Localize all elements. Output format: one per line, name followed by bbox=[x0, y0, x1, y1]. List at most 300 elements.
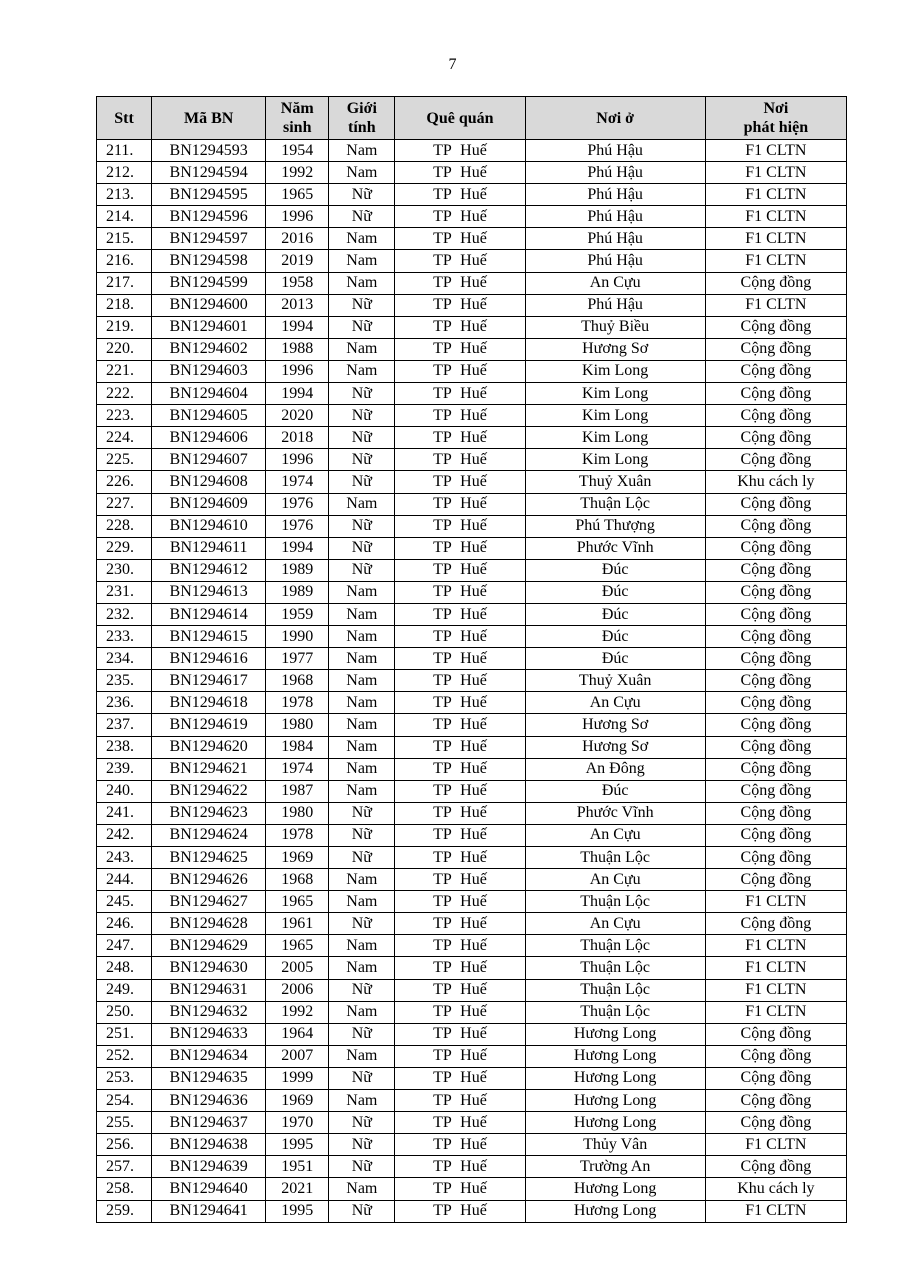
noi-o-cell: Phước Vĩnh bbox=[525, 802, 705, 824]
que-quan-text: TP Huế bbox=[433, 1091, 487, 1109]
noi-o-cell: Hương Long bbox=[525, 1023, 705, 1045]
gioi-tinh-cell: Nữ bbox=[329, 184, 395, 206]
noi-phat-hien-cell: Cộng đồng bbox=[705, 1067, 846, 1089]
noi-phat-hien-cell: Cộng đồng bbox=[705, 515, 846, 537]
que-quan-cell bbox=[395, 935, 525, 957]
ma-bn-cell: BN1294604 bbox=[152, 383, 266, 405]
stt-cell: 221. bbox=[97, 360, 152, 382]
stt-cell: 231. bbox=[97, 581, 152, 603]
noi-o-cell: Đúc bbox=[525, 603, 705, 625]
noi-o-cell: An Cựu bbox=[525, 272, 705, 294]
que-quan-text: TP Huế bbox=[433, 981, 487, 999]
header-que-quan: Quê quán bbox=[395, 97, 525, 140]
que-quan-cell bbox=[395, 1045, 525, 1067]
stt-cell: 250. bbox=[97, 1001, 152, 1023]
nam-sinh-cell: 1965 bbox=[266, 891, 329, 913]
que-quan-cell bbox=[395, 780, 525, 802]
page-number: 7 bbox=[448, 56, 457, 73]
noi-o-cell: Hương Long bbox=[525, 1090, 705, 1112]
que-quan-text: TP Huế bbox=[433, 185, 487, 203]
que-quan-text: TP Huế bbox=[433, 472, 487, 490]
table-row bbox=[97, 692, 847, 714]
ma-bn-cell: BN1294638 bbox=[152, 1134, 266, 1156]
table-row bbox=[97, 626, 847, 648]
header-gioi-tinh bbox=[329, 97, 395, 140]
ma-bn-cell: BN1294613 bbox=[152, 581, 266, 603]
ma-bn-cell: BN1294594 bbox=[152, 162, 266, 184]
noi-o-cell: Phú Thượng bbox=[525, 515, 705, 537]
que-quan-text: TP Huế bbox=[433, 252, 487, 270]
noi-o-cell: Đúc bbox=[525, 559, 705, 581]
header-noi-phat-hien-line1: Nơi bbox=[763, 100, 789, 117]
stt-cell: 259. bbox=[97, 1200, 152, 1222]
table-row bbox=[97, 913, 847, 935]
noi-phat-hien-cell: F1 CLTN bbox=[705, 1200, 846, 1222]
nam-sinh-cell: 1959 bbox=[266, 603, 329, 625]
noi-o-cell: Thuận Lộc bbox=[525, 1001, 705, 1023]
gioi-tinh-cell: Nữ bbox=[329, 559, 395, 581]
que-quan-text: TP Huế bbox=[433, 715, 487, 733]
stt-cell: 248. bbox=[97, 957, 152, 979]
noi-o-cell: Thuận Lộc bbox=[525, 891, 705, 913]
noi-o-cell: Kim Long bbox=[525, 449, 705, 471]
noi-o-cell: Đúc bbox=[525, 626, 705, 648]
ma-bn-cell: BN1294624 bbox=[152, 824, 266, 846]
que-quan-cell bbox=[395, 449, 525, 471]
ma-bn-cell: BN1294615 bbox=[152, 626, 266, 648]
stt-cell: 222. bbox=[97, 383, 152, 405]
que-quan-text: TP Huế bbox=[433, 914, 487, 932]
ma-bn-cell: BN1294599 bbox=[152, 272, 266, 294]
ma-bn-cell: BN1294636 bbox=[152, 1090, 266, 1112]
ma-bn-cell: BN1294640 bbox=[152, 1178, 266, 1200]
gioi-tinh-cell: Nữ bbox=[329, 979, 395, 1001]
que-quan-text: TP Huế bbox=[433, 141, 487, 159]
ma-bn-cell: BN1294625 bbox=[152, 847, 266, 869]
noi-phat-hien-cell: Cộng đồng bbox=[705, 692, 846, 714]
stt-cell: 233. bbox=[97, 626, 152, 648]
table-row bbox=[97, 979, 847, 1001]
gioi-tinh-cell: Nam bbox=[329, 338, 395, 360]
que-quan-cell bbox=[395, 1090, 525, 1112]
gioi-tinh-cell: Nữ bbox=[329, 449, 395, 471]
table-row bbox=[97, 140, 847, 162]
noi-phat-hien-cell: F1 CLTN bbox=[705, 294, 846, 316]
header-noi-phat-hien-line2: phát hiện bbox=[743, 119, 809, 136]
nam-sinh-cell: 1994 bbox=[266, 537, 329, 559]
table-row bbox=[97, 1156, 847, 1178]
noi-o-cell: Hương Long bbox=[525, 1045, 705, 1067]
table-row bbox=[97, 1178, 847, 1200]
noi-phat-hien-cell: Cộng đồng bbox=[705, 1023, 846, 1045]
que-quan-cell bbox=[395, 360, 525, 382]
noi-phat-hien-cell: Cộng đồng bbox=[705, 1112, 846, 1134]
que-quan-cell bbox=[395, 537, 525, 559]
que-quan-text: TP Huế bbox=[433, 229, 487, 247]
noi-o-cell: Thuận Lộc bbox=[525, 935, 705, 957]
noi-phat-hien-cell: Cộng đồng bbox=[705, 626, 846, 648]
nam-sinh-cell: 1976 bbox=[266, 493, 329, 515]
stt-cell: 252. bbox=[97, 1045, 152, 1067]
header-gioi-tinh-line2: tính bbox=[348, 119, 376, 136]
table-row bbox=[97, 581, 847, 603]
noi-phat-hien-cell: Cộng đồng bbox=[705, 869, 846, 891]
stt-cell: 240. bbox=[97, 780, 152, 802]
noi-phat-hien-cell: F1 CLTN bbox=[705, 1001, 846, 1023]
que-quan-cell bbox=[395, 272, 525, 294]
que-quan-text: TP Huế bbox=[433, 583, 487, 601]
que-quan-cell bbox=[395, 338, 525, 360]
gioi-tinh-cell: Nam bbox=[329, 780, 395, 802]
table-row bbox=[97, 449, 847, 471]
nam-sinh-cell: 1980 bbox=[266, 802, 329, 824]
table-row bbox=[97, 162, 847, 184]
que-quan-text: TP Huế bbox=[433, 406, 487, 424]
noi-o-cell: Đúc bbox=[525, 648, 705, 670]
noi-o-cell: Thuỷ Xuân bbox=[525, 670, 705, 692]
que-quan-cell bbox=[395, 847, 525, 869]
table-row bbox=[97, 184, 847, 206]
noi-phat-hien-cell: F1 CLTN bbox=[705, 140, 846, 162]
stt-cell: 236. bbox=[97, 692, 152, 714]
table-row bbox=[97, 1045, 847, 1067]
noi-phat-hien-cell: Cộng đồng bbox=[705, 427, 846, 449]
noi-phat-hien-cell: Cộng đồng bbox=[705, 581, 846, 603]
noi-o-cell: Phú Hậu bbox=[525, 184, 705, 206]
ma-bn-cell: BN1294621 bbox=[152, 758, 266, 780]
ma-bn-cell: BN1294600 bbox=[152, 294, 266, 316]
que-quan-cell bbox=[395, 206, 525, 228]
noi-phat-hien-cell: F1 CLTN bbox=[705, 250, 846, 272]
noi-phat-hien-cell: Cộng đồng bbox=[705, 1090, 846, 1112]
noi-o-cell: Thuận Lộc bbox=[525, 847, 705, 869]
table-row bbox=[97, 294, 847, 316]
nam-sinh-cell: 2019 bbox=[266, 250, 329, 272]
stt-cell: 246. bbox=[97, 913, 152, 935]
gioi-tinh-cell: Nam bbox=[329, 493, 395, 515]
que-quan-text: TP Huế bbox=[433, 738, 487, 756]
stt-cell: 232. bbox=[97, 603, 152, 625]
stt-cell: 212. bbox=[97, 162, 152, 184]
stt-cell: 254. bbox=[97, 1090, 152, 1112]
que-quan-cell bbox=[395, 1001, 525, 1023]
nam-sinh-cell: 1964 bbox=[266, 1023, 329, 1045]
ma-bn-cell: BN1294603 bbox=[152, 360, 266, 382]
stt-cell: 229. bbox=[97, 537, 152, 559]
ma-bn-cell: BN1294637 bbox=[152, 1112, 266, 1134]
noi-phat-hien-cell: Cộng đồng bbox=[705, 537, 846, 559]
noi-o-cell: Hương Sơ bbox=[525, 736, 705, 758]
nam-sinh-cell: 1965 bbox=[266, 935, 329, 957]
noi-phat-hien-cell: Cộng đồng bbox=[705, 802, 846, 824]
table-row bbox=[97, 338, 847, 360]
noi-o-cell: An Cựu bbox=[525, 869, 705, 891]
nam-sinh-cell: 1974 bbox=[266, 758, 329, 780]
nam-sinh-cell: 2006 bbox=[266, 979, 329, 1001]
noi-o-cell: Kim Long bbox=[525, 427, 705, 449]
noi-o-cell: Phú Hậu bbox=[525, 250, 705, 272]
nam-sinh-cell: 1968 bbox=[266, 869, 329, 891]
table-row bbox=[97, 824, 847, 846]
noi-o-cell: Thuận Lộc bbox=[525, 979, 705, 1001]
noi-phat-hien-cell: Cộng đồng bbox=[705, 758, 846, 780]
header-nam-sinh-line1: Năm bbox=[280, 100, 314, 117]
nam-sinh-cell: 1992 bbox=[266, 162, 329, 184]
stt-cell: 215. bbox=[97, 228, 152, 250]
stt-cell: 244. bbox=[97, 869, 152, 891]
stt-cell: 227. bbox=[97, 493, 152, 515]
stt-cell: 237. bbox=[97, 714, 152, 736]
stt-cell: 241. bbox=[97, 802, 152, 824]
table-row bbox=[97, 891, 847, 913]
que-quan-text: TP Huế bbox=[433, 318, 487, 336]
ma-bn-cell: BN1294631 bbox=[152, 979, 266, 1001]
que-quan-cell bbox=[395, 316, 525, 338]
nam-sinh-cell: 2020 bbox=[266, 405, 329, 427]
que-quan-cell bbox=[395, 140, 525, 162]
noi-o-cell: Đúc bbox=[525, 780, 705, 802]
table-row bbox=[97, 316, 847, 338]
table-row bbox=[97, 471, 847, 493]
nam-sinh-cell: 1990 bbox=[266, 626, 329, 648]
noi-o-cell: Phú Hậu bbox=[525, 294, 705, 316]
que-quan-cell bbox=[395, 824, 525, 846]
que-quan-text: TP Huế bbox=[433, 1047, 487, 1065]
que-quan-text: TP Huế bbox=[433, 782, 487, 800]
table-body bbox=[97, 140, 847, 1223]
noi-phat-hien-cell: Cộng đồng bbox=[705, 360, 846, 382]
gioi-tinh-cell: Nam bbox=[329, 758, 395, 780]
ma-bn-cell: BN1294609 bbox=[152, 493, 266, 515]
noi-phat-hien-cell: Cộng đồng bbox=[705, 603, 846, 625]
noi-o-cell: Thuận Lộc bbox=[525, 957, 705, 979]
que-quan-text: TP Huế bbox=[433, 539, 487, 557]
gioi-tinh-cell: Nam bbox=[329, 162, 395, 184]
ma-bn-cell: BN1294626 bbox=[152, 869, 266, 891]
nam-sinh-cell: 2005 bbox=[266, 957, 329, 979]
noi-phat-hien-cell: Cộng đồng bbox=[705, 338, 846, 360]
que-quan-cell bbox=[395, 427, 525, 449]
que-quan-cell bbox=[395, 692, 525, 714]
noi-phat-hien-cell: F1 CLTN bbox=[705, 979, 846, 1001]
noi-phat-hien-cell: F1 CLTN bbox=[705, 935, 846, 957]
stt-cell: 230. bbox=[97, 559, 152, 581]
que-quan-cell bbox=[395, 493, 525, 515]
table-row bbox=[97, 603, 847, 625]
gioi-tinh-cell: Nam bbox=[329, 1090, 395, 1112]
ma-bn-cell: BN1294619 bbox=[152, 714, 266, 736]
que-quan-cell bbox=[395, 471, 525, 493]
noi-phat-hien-cell: Cộng đồng bbox=[705, 559, 846, 581]
stt-cell: 214. bbox=[97, 206, 152, 228]
ma-bn-cell: BN1294612 bbox=[152, 559, 266, 581]
que-quan-cell bbox=[395, 250, 525, 272]
gioi-tinh-cell: Nam bbox=[329, 140, 395, 162]
table-row bbox=[97, 714, 847, 736]
nam-sinh-cell: 1994 bbox=[266, 316, 329, 338]
table-row bbox=[97, 272, 847, 294]
que-quan-text: TP Huế bbox=[433, 605, 487, 623]
que-quan-cell bbox=[395, 1178, 525, 1200]
noi-phat-hien-cell: F1 CLTN bbox=[705, 206, 846, 228]
table-row bbox=[97, 515, 847, 537]
gioi-tinh-cell: Nam bbox=[329, 714, 395, 736]
table-header-row bbox=[97, 97, 847, 140]
stt-cell: 238. bbox=[97, 736, 152, 758]
ma-bn-cell: BN1294633 bbox=[152, 1023, 266, 1045]
gioi-tinh-cell: Nam bbox=[329, 250, 395, 272]
ma-bn-cell: BN1294607 bbox=[152, 449, 266, 471]
nam-sinh-cell: 1970 bbox=[266, 1112, 329, 1134]
nam-sinh-cell: 1992 bbox=[266, 1001, 329, 1023]
noi-o-cell: Hương Long bbox=[525, 1067, 705, 1089]
gioi-tinh-cell: Nam bbox=[329, 228, 395, 250]
que-quan-text: TP Huế bbox=[433, 163, 487, 181]
table-row bbox=[97, 250, 847, 272]
table-row bbox=[97, 670, 847, 692]
noi-o-cell: Phú Hậu bbox=[525, 228, 705, 250]
que-quan-cell bbox=[395, 1200, 525, 1222]
nam-sinh-cell: 1965 bbox=[266, 184, 329, 206]
que-quan-text: TP Huế bbox=[433, 1157, 487, 1175]
que-quan-text: TP Huế bbox=[433, 936, 487, 954]
que-quan-text: TP Huế bbox=[433, 671, 487, 689]
gioi-tinh-cell: Nam bbox=[329, 670, 395, 692]
que-quan-cell bbox=[395, 1067, 525, 1089]
noi-phat-hien-cell: Cộng đồng bbox=[705, 449, 846, 471]
stt-cell: 245. bbox=[97, 891, 152, 913]
gioi-tinh-cell: Nữ bbox=[329, 802, 395, 824]
que-quan-text: TP Huế bbox=[433, 362, 487, 380]
ma-bn-cell: BN1294622 bbox=[152, 780, 266, 802]
ma-bn-cell: BN1294617 bbox=[152, 670, 266, 692]
gioi-tinh-cell: Nam bbox=[329, 581, 395, 603]
noi-o-cell: Thuỷ Biều bbox=[525, 316, 705, 338]
header-stt: Stt bbox=[97, 97, 152, 140]
que-quan-text: TP Huế bbox=[433, 959, 487, 977]
table-row bbox=[97, 780, 847, 802]
nam-sinh-cell: 1989 bbox=[266, 559, 329, 581]
ma-bn-cell: BN1294593 bbox=[152, 140, 266, 162]
que-quan-cell bbox=[395, 294, 525, 316]
que-quan-cell bbox=[395, 383, 525, 405]
que-quan-text: TP Huế bbox=[433, 428, 487, 446]
que-quan-text: TP Huế bbox=[433, 826, 487, 844]
que-quan-cell bbox=[395, 670, 525, 692]
stt-cell: 234. bbox=[97, 648, 152, 670]
table-row bbox=[97, 559, 847, 581]
noi-phat-hien-cell: F1 CLTN bbox=[705, 162, 846, 184]
noi-phat-hien-cell: Cộng đồng bbox=[705, 824, 846, 846]
nam-sinh-cell: 2013 bbox=[266, 294, 329, 316]
nam-sinh-cell: 1978 bbox=[266, 692, 329, 714]
que-quan-text: TP Huế bbox=[433, 340, 487, 358]
table-row bbox=[97, 1134, 847, 1156]
ma-bn-cell: BN1294597 bbox=[152, 228, 266, 250]
que-quan-cell bbox=[395, 648, 525, 670]
noi-o-cell: Trường An bbox=[525, 1156, 705, 1178]
header-noi-phat-hien bbox=[705, 97, 846, 140]
que-quan-cell bbox=[395, 758, 525, 780]
que-quan-cell bbox=[395, 228, 525, 250]
nam-sinh-cell: 2021 bbox=[266, 1178, 329, 1200]
noi-phat-hien-cell: F1 CLTN bbox=[705, 891, 846, 913]
gioi-tinh-cell: Nữ bbox=[329, 405, 395, 427]
que-quan-cell bbox=[395, 1112, 525, 1134]
ma-bn-cell: BN1294629 bbox=[152, 935, 266, 957]
table-row bbox=[97, 935, 847, 957]
ma-bn-cell: BN1294611 bbox=[152, 537, 266, 559]
que-quan-cell bbox=[395, 913, 525, 935]
nam-sinh-cell: 1958 bbox=[266, 272, 329, 294]
que-quan-cell bbox=[395, 1156, 525, 1178]
gioi-tinh-cell: Nam bbox=[329, 1045, 395, 1067]
que-quan-cell bbox=[395, 891, 525, 913]
gioi-tinh-cell: Nam bbox=[329, 891, 395, 913]
que-quan-text: TP Huế bbox=[433, 760, 487, 778]
table-row bbox=[97, 869, 847, 891]
table-row bbox=[97, 648, 847, 670]
table-row bbox=[97, 957, 847, 979]
stt-cell: 223. bbox=[97, 405, 152, 427]
ma-bn-cell: BN1294641 bbox=[152, 1200, 266, 1222]
table-row bbox=[97, 383, 847, 405]
que-quan-text: TP Huế bbox=[433, 561, 487, 579]
ma-bn-cell: BN1294601 bbox=[152, 316, 266, 338]
gioi-tinh-cell: Nữ bbox=[329, 1067, 395, 1089]
ma-bn-cell: BN1294635 bbox=[152, 1067, 266, 1089]
que-quan-text: TP Huế bbox=[433, 1069, 487, 1087]
que-quan-cell bbox=[395, 979, 525, 1001]
stt-cell: 219. bbox=[97, 316, 152, 338]
que-quan-text: TP Huế bbox=[433, 1202, 487, 1220]
noi-phat-hien-cell: Cộng đồng bbox=[705, 405, 846, 427]
noi-o-cell: Phú Hậu bbox=[525, 206, 705, 228]
stt-cell: 243. bbox=[97, 847, 152, 869]
table-row bbox=[97, 206, 847, 228]
que-quan-text: TP Huế bbox=[433, 627, 487, 645]
nam-sinh-cell: 1954 bbox=[266, 140, 329, 162]
nam-sinh-cell: 1995 bbox=[266, 1134, 329, 1156]
ma-bn-cell: BN1294627 bbox=[152, 891, 266, 913]
gioi-tinh-cell: Nữ bbox=[329, 824, 395, 846]
noi-phat-hien-cell: Cộng đồng bbox=[705, 780, 846, 802]
table-row bbox=[97, 1112, 847, 1134]
stt-cell: 224. bbox=[97, 427, 152, 449]
noi-phat-hien-cell: F1 CLTN bbox=[705, 184, 846, 206]
que-quan-text: TP Huế bbox=[433, 384, 487, 402]
nam-sinh-cell: 2018 bbox=[266, 427, 329, 449]
table-row bbox=[97, 360, 847, 382]
ma-bn-cell: BN1294634 bbox=[152, 1045, 266, 1067]
stt-cell: 256. bbox=[97, 1134, 152, 1156]
nam-sinh-cell: 1988 bbox=[266, 338, 329, 360]
noi-phat-hien-cell: F1 CLTN bbox=[705, 957, 846, 979]
ma-bn-cell: BN1294596 bbox=[152, 206, 266, 228]
table-row bbox=[97, 736, 847, 758]
stt-cell: 251. bbox=[97, 1023, 152, 1045]
table-row bbox=[97, 1090, 847, 1112]
noi-o-cell: An Cựu bbox=[525, 913, 705, 935]
gioi-tinh-cell: Nam bbox=[329, 272, 395, 294]
ma-bn-cell: BN1294618 bbox=[152, 692, 266, 714]
que-quan-text: TP Huế bbox=[433, 649, 487, 667]
nam-sinh-cell: 1951 bbox=[266, 1156, 329, 1178]
nam-sinh-cell: 1961 bbox=[266, 913, 329, 935]
noi-o-cell: Hương Long bbox=[525, 1200, 705, 1222]
stt-cell: 239. bbox=[97, 758, 152, 780]
ma-bn-cell: BN1294606 bbox=[152, 427, 266, 449]
